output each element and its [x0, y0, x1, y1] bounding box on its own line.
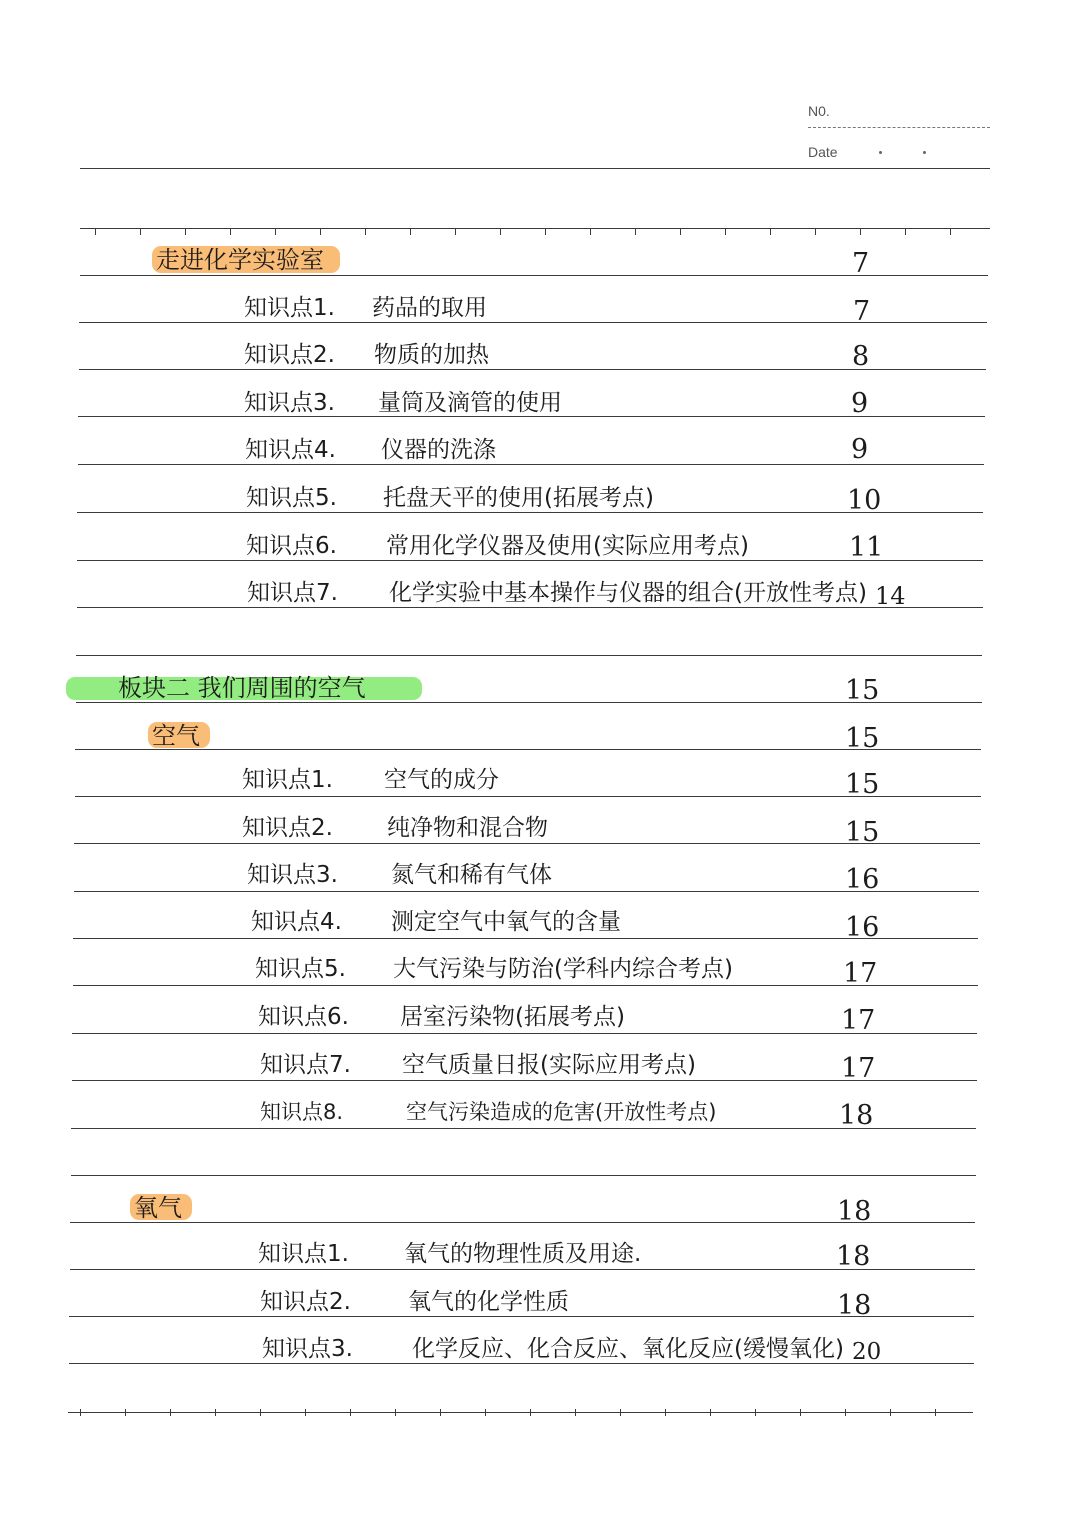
rule-tick	[455, 228, 456, 235]
rule-tick	[935, 1409, 936, 1416]
rule-tick	[680, 228, 681, 235]
page-number: 15	[845, 817, 880, 848]
toc-entry	[244, 390, 562, 416]
page-number: 15	[845, 769, 880, 800]
page-number: 17	[841, 1053, 876, 1084]
page-number: 9	[851, 388, 869, 419]
knowledge-point-label: 知识点3.	[244, 390, 335, 416]
rule-tick	[770, 228, 771, 235]
rule-tick	[320, 228, 321, 235]
knowledge-point-title: 化学反应、化合反应、氧化反应(缓慢氧化)	[412, 1336, 844, 1362]
knowledge-point-title: 测定空气中氧气的含量	[391, 909, 621, 935]
rule-tick	[635, 228, 636, 235]
rule-tick	[545, 228, 546, 235]
knowledge-point-title: 空气的成分	[384, 767, 499, 793]
section-heading: 空气	[152, 722, 200, 750]
rule-tick	[125, 1409, 126, 1416]
knowledge-point-label: 知识点3.	[247, 862, 338, 888]
knowledge-point-label: 知识点1.	[244, 295, 335, 321]
page-number: 18	[837, 1290, 872, 1321]
knowledge-point-title: 仪器的洗涤	[381, 437, 496, 463]
rule-tick	[905, 228, 906, 235]
knowledge-point-label: 知识点7.	[260, 1052, 351, 1078]
knowledge-point-label: 知识点8.	[260, 1100, 344, 1124]
rule-tick	[725, 228, 726, 235]
toc-entry	[262, 1336, 844, 1362]
rule-tick	[620, 1409, 621, 1416]
rule-tick	[185, 228, 186, 235]
section-page-number: 15	[845, 675, 880, 706]
rule-tick	[710, 1409, 711, 1416]
page-number: 17	[843, 958, 878, 989]
rule-tick	[860, 228, 861, 235]
rule-tick	[845, 1409, 846, 1416]
knowledge-point-title: 托盘天平的使用(拓展考点)	[383, 485, 654, 511]
knowledge-point-label: 知识点5.	[255, 956, 346, 982]
section-heading: 走进化学实验室	[156, 246, 324, 274]
ruled-line	[74, 891, 979, 892]
knowledge-point-title: 化学实验中基本操作与仪器的组合(开放性考点)	[389, 580, 867, 606]
ruled-line	[78, 464, 984, 465]
toc-entry	[246, 533, 749, 559]
date-label: Date	[808, 144, 838, 160]
toc-entry	[245, 437, 496, 463]
knowledge-point-title: 空气污染造成的危害(开放性考点)	[406, 1100, 717, 1124]
toc-entry	[242, 815, 548, 841]
rule-tick	[800, 1409, 801, 1416]
number-label: N0.	[808, 103, 830, 119]
rule-tick	[755, 1409, 756, 1416]
ruled-line	[69, 1363, 974, 1364]
knowledge-point-label: 知识点2.	[244, 342, 335, 368]
knowledge-point-label: 知识点4.	[251, 909, 342, 935]
toc-entry	[244, 295, 487, 321]
rule-tick	[410, 228, 411, 235]
page-number: 18	[836, 1241, 871, 1272]
page-number: 14	[875, 582, 906, 610]
knowledge-point-label: 知识点4.	[245, 437, 336, 463]
rule-tick	[395, 1409, 396, 1416]
section-page-number: 15	[845, 723, 880, 754]
rule-tick	[950, 228, 951, 235]
section-heading: 板块二 我们周围的空气	[118, 674, 366, 702]
toc-entry	[260, 1289, 569, 1315]
toc-entry	[247, 580, 867, 606]
knowledge-point-title: 物质的加热	[374, 342, 489, 368]
toc-entry	[251, 909, 621, 935]
ruled-line	[73, 938, 978, 939]
knowledge-point-title: 药品的取用	[372, 295, 487, 321]
knowledge-point-label: 知识点7.	[247, 580, 338, 606]
rule-tick	[140, 228, 141, 235]
toc-entry	[246, 485, 654, 511]
knowledge-point-title: 氧气的化学性质	[408, 1289, 569, 1315]
rule-tick	[275, 228, 276, 235]
page-number: 7	[853, 296, 871, 327]
ruled-line	[71, 1175, 976, 1176]
rule-tick	[500, 228, 501, 235]
rule-tick	[530, 1409, 531, 1416]
rule-tick	[80, 1409, 81, 1416]
page-number: 16	[845, 864, 880, 895]
section-page-number: 18	[837, 1196, 872, 1227]
page-number: 9	[851, 434, 869, 465]
page-number: 20	[852, 1339, 882, 1365]
ruled-line	[77, 607, 983, 608]
rule-tick	[665, 1409, 666, 1416]
page-number: 16	[845, 912, 880, 943]
knowledge-point-label: 知识点2.	[260, 1289, 351, 1315]
page-number: 10	[847, 485, 882, 516]
top-ruled-line	[80, 228, 990, 229]
rule-tick	[170, 1409, 171, 1416]
toc-entry	[258, 1241, 642, 1267]
date-separator-dot	[879, 151, 882, 154]
header-rule	[80, 168, 990, 169]
knowledge-point-label: 知识点5.	[246, 485, 337, 511]
knowledge-point-label: 知识点6.	[258, 1004, 349, 1030]
ruled-line	[78, 416, 985, 417]
rule-tick	[575, 1409, 576, 1416]
section-page-number: 7	[852, 248, 870, 279]
bottom-ruled-line	[68, 1412, 973, 1413]
rule-tick	[305, 1409, 306, 1416]
rule-tick	[95, 228, 96, 235]
rule-tick	[485, 1409, 486, 1416]
knowledge-point-title: 纯净物和混合物	[387, 815, 548, 841]
toc-entry	[260, 1052, 696, 1078]
toc-entry	[258, 1004, 625, 1030]
rule-tick	[230, 228, 231, 235]
knowledge-point-label: 知识点6.	[246, 533, 337, 559]
ruled-line	[79, 322, 987, 323]
knowledge-point-title: 居室污染物(拓展考点)	[400, 1004, 625, 1030]
toc-entry	[255, 956, 733, 982]
toc-entry	[247, 862, 552, 888]
rule-tick	[590, 228, 591, 235]
page-number: 17	[841, 1005, 876, 1036]
knowledge-point-label: 知识点1.	[258, 1241, 349, 1267]
knowledge-point-title: 常用化学仪器及使用(实际应用考点)	[386, 533, 749, 559]
rule-tick	[440, 1409, 441, 1416]
knowledge-point-label: 知识点3.	[262, 1336, 353, 1362]
date-separator-dot	[923, 151, 926, 154]
knowledge-point-title: 氮气和稀有气体	[391, 862, 552, 888]
knowledge-point-label: 知识点1.	[242, 767, 333, 793]
page-number: 18	[839, 1100, 874, 1131]
rule-tick	[365, 228, 366, 235]
rule-tick	[890, 1409, 891, 1416]
page-number: 11	[849, 532, 884, 563]
knowledge-point-title: 大气污染与防治(学科内综合考点)	[393, 956, 733, 982]
ruled-line	[76, 655, 982, 656]
page-number: 8	[852, 341, 870, 372]
knowledge-point-title: 量筒及滴管的使用	[378, 390, 562, 416]
toc-entry	[260, 1100, 717, 1124]
rule-tick	[260, 1409, 261, 1416]
knowledge-point-label: 知识点2.	[242, 815, 333, 841]
ruled-line	[79, 369, 986, 370]
knowledge-point-title: 空气质量日报(实际应用考点)	[402, 1052, 696, 1078]
toc-entry	[244, 342, 489, 368]
number-dashed-line	[808, 127, 990, 128]
toc-entry	[242, 767, 499, 793]
ruled-line	[77, 560, 983, 561]
rule-tick	[350, 1409, 351, 1416]
section-heading: 氧气	[134, 1194, 182, 1222]
rule-tick	[815, 228, 816, 235]
knowledge-point-title: 氧气的物理性质及用途.	[404, 1241, 642, 1267]
rule-tick	[215, 1409, 216, 1416]
